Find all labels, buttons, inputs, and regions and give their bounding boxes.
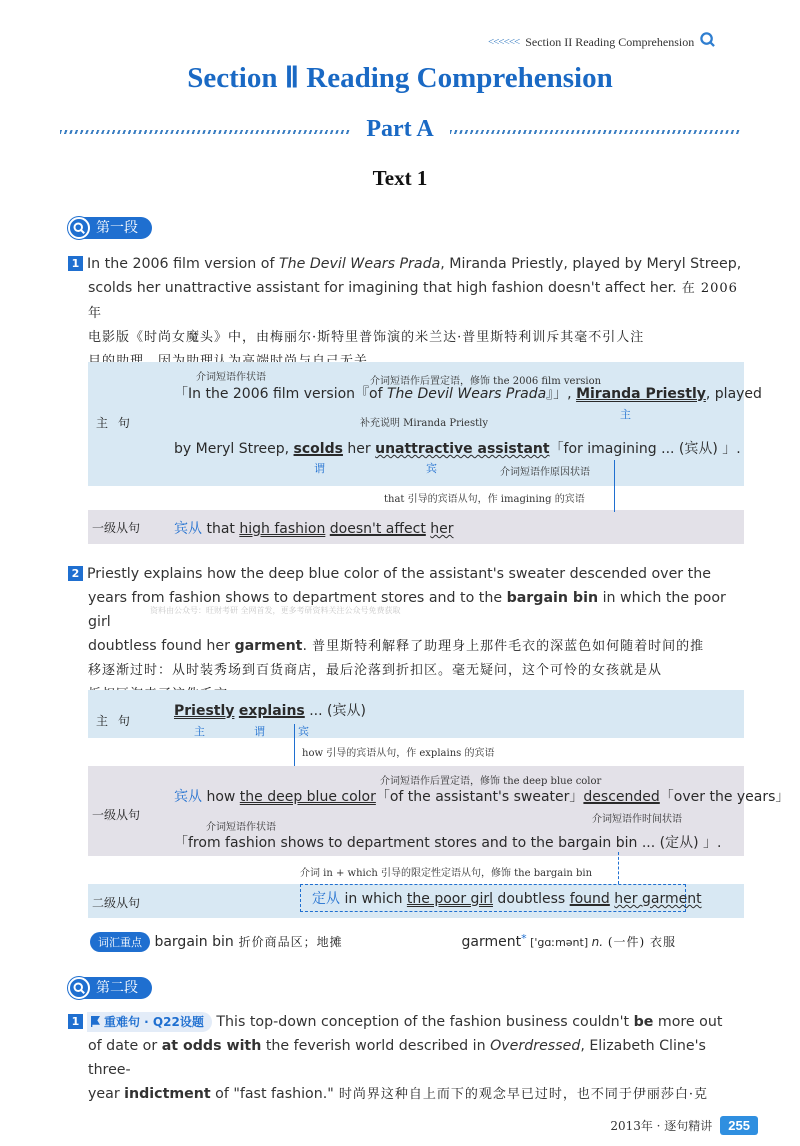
sentence-text: how — [202, 789, 240, 805]
row-label: 主 句 — [96, 416, 133, 430]
paragraph-text: This top-down conception of the fashion business couldn't — [211, 1014, 634, 1030]
search-icon — [68, 977, 90, 999]
subject: Miranda Priestly — [576, 386, 706, 402]
sentence-text: ... (宾从) — [304, 703, 366, 719]
predicate: doesn't affect — [329, 521, 426, 537]
vocab-word: bargain bin — [154, 934, 234, 950]
annotation: how 引导的宾语从句，作 explains 的宾语 — [302, 748, 495, 759]
main-sentence-line-2 — [174, 438, 741, 458]
sentence-text: 「over the years」 — [659, 789, 790, 805]
vocab-definition: 折价商品区；地摊 — [233, 935, 343, 949]
predicate: explains — [238, 703, 305, 719]
segment-label: 第一段 — [82, 217, 152, 239]
vocab-term: at odds with — [161, 1038, 262, 1054]
key-sentence-badge — [87, 1012, 212, 1032]
predicate: scolds — [293, 441, 343, 457]
object: her garment — [614, 891, 702, 907]
translation-text: 移逐渐过时：从时装秀场到百货商店，最后沦落到折扣区。毫无疑问，这个可怜的女孩就是从 — [88, 663, 663, 678]
chevrons-icon: <<<<<< — [488, 36, 520, 48]
paragraph-text: , Miranda Priestly, played by Meryl Streep, — [440, 256, 742, 272]
paragraph-text: scolds her unattractive assistant for imagining that high fashion doesn't affect her. — [88, 280, 677, 296]
paragraph-2 — [68, 562, 748, 707]
object: unattractive assistant — [375, 441, 550, 457]
search-icon — [68, 217, 90, 239]
subject: Priestly — [174, 703, 235, 719]
vocab-word: garment — [461, 934, 522, 950]
segment-heading-1 — [68, 216, 152, 240]
sentence-text: that — [202, 521, 240, 537]
vocab-definition: (一件) 衣服 — [603, 935, 677, 949]
film-title: The Devil Wears Prada — [278, 256, 441, 272]
segment-heading-2 — [68, 976, 152, 1000]
sub-clause-level2-sentence — [312, 888, 702, 908]
paragraph-number: 2 — [68, 566, 83, 581]
row-label: 一级从句 — [92, 521, 141, 535]
sentence-text: 「of the assistant's sweater」 — [375, 789, 584, 805]
paragraph-number: 1 — [68, 1014, 83, 1029]
translation-text: 电影版《时尚女魔头》中，由梅丽尔·斯特里普饰演的米兰达·普里斯特利训斥其毫不引人注 — [88, 330, 645, 345]
vocab-term: be — [633, 1014, 654, 1030]
segment-label: 第二段 — [82, 977, 152, 999]
object: her — [430, 521, 454, 537]
vocab-row — [90, 932, 750, 952]
sentence-text: in which — [340, 891, 407, 907]
subject: the deep blue color — [239, 789, 376, 805]
sentence-text: , played — [705, 386, 762, 402]
annotation: 介词短语作状语 — [206, 822, 276, 833]
main-sentence — [174, 700, 366, 720]
sub-clause-sentence — [174, 518, 454, 538]
text-title: Text 1 — [372, 166, 428, 190]
role-label: 宾 — [426, 462, 437, 475]
clause-tag: 定从 — [312, 891, 340, 907]
row-label: 一级从句 — [92, 808, 141, 822]
translation-text: 在 2006 年 — [88, 281, 738, 321]
paragraph-text: of date or — [88, 1038, 162, 1054]
vocab-phonetic: ['gɑːmənt] — [526, 936, 592, 949]
annotation: 介词短语作后置定语，修饰 the 2006 film version — [370, 376, 602, 387]
row-label: 主 句 — [96, 714, 133, 728]
section-title: Section Ⅱ Reading Comprehension — [187, 62, 613, 94]
paragraph-text: Priestly explains how the deep blue color of the assistant's sweater descended over the — [87, 566, 711, 582]
role-label: 主 — [620, 408, 631, 421]
role-label: 宾 — [298, 725, 309, 738]
clause-tag: 宾从 — [174, 521, 202, 537]
page-number: 255 — [720, 1116, 758, 1135]
watermark: 资料由公众号：旺财考研 全网首发，更多考研资料关注公众号免费获取 — [150, 606, 401, 615]
connector-line — [614, 460, 615, 512]
sentence-text: 「from fashion shows to department stores and to the bargain bin ... (定从) 」. — [174, 835, 722, 851]
paragraph-3 — [68, 1010, 748, 1107]
sentence-analysis-1 — [88, 362, 762, 546]
paragraph-text: years from fashion shows to department stores and to the — [88, 590, 507, 606]
sub-clause-sentence — [174, 786, 789, 806]
paragraph-text: the feverish world described in — [261, 1038, 491, 1054]
annotation: 介词短语作后置定语，修饰 the deep blue color — [380, 776, 602, 787]
main-sentence-line-1 — [174, 383, 762, 403]
connector-line — [294, 724, 295, 766]
predicate: descended — [583, 789, 660, 805]
paragraph-text: of "fast fashion." — [210, 1086, 334, 1102]
paragraph-text: more out — [653, 1014, 723, 1030]
book-title: Overdressed — [490, 1038, 581, 1054]
running-title: Section II Reading Comprehension — [525, 34, 695, 49]
connector-line — [618, 852, 619, 884]
subject: the poor girl — [406, 891, 493, 907]
annotation: 补充说明 Miranda Priestly — [360, 418, 488, 429]
sentence-text: 』」, — [546, 386, 577, 402]
role-label: 谓 — [314, 462, 325, 475]
paragraph-number: 1 — [68, 256, 83, 271]
part-heading — [60, 116, 740, 148]
paragraph-1 — [68, 252, 748, 374]
search-icon — [700, 32, 715, 52]
footer-label: 2013年 · 逐句精讲 — [610, 1119, 713, 1133]
role-label: 谓 — [254, 725, 265, 738]
clause-tag: 宾从 — [174, 789, 202, 805]
sentence-text: her — [342, 441, 376, 457]
predicate: found — [569, 891, 610, 907]
role-label: 主 — [194, 725, 205, 738]
annotation: 介词短语作原因状语 — [500, 467, 590, 478]
star-icon: * — [521, 932, 527, 945]
vocab-pos: n. — [591, 935, 604, 949]
translation-text: 时尚界这种自上而下的观念早已过时，也不同于伊丽莎白·克 — [333, 1087, 709, 1102]
paragraph-text: in which the poor girl — [88, 590, 726, 630]
part-title: Part A — [356, 116, 443, 142]
vocab-term: garment — [234, 638, 303, 654]
sub-clause-sentence-2 — [174, 832, 721, 852]
flag-icon — [91, 1016, 100, 1027]
vocab-term: indictment — [124, 1086, 211, 1102]
row-label: 二级从句 — [92, 896, 141, 910]
annotation: 介词短语作状语 — [196, 372, 266, 383]
vocab-tag: 词汇重点 — [90, 932, 150, 952]
annotation: 介词 in + which 引导的限定性定语从句，修饰 the bargain bin — [300, 868, 593, 879]
paragraph-text: year — [88, 1086, 125, 1102]
sentence-text: doubtless — [492, 891, 570, 907]
running-header — [488, 32, 715, 52]
page-footer — [610, 1116, 758, 1135]
annotation: 介词短语作时间状语 — [592, 814, 682, 825]
sentence-text: 「In the 2006 film version『of — [174, 386, 387, 402]
sentence-text: The Devil Wears Prada — [386, 386, 547, 402]
subject: high fashion — [239, 521, 326, 537]
paragraph-text: In the 2006 film version of — [87, 256, 279, 272]
annotation: that 引导的宾语从句，作 imagining 的宾语 — [384, 494, 585, 505]
sentence-text: 「for imagining ... (宾从) 」. — [549, 441, 741, 457]
paragraph-text: , Elizabeth Cline's three- — [88, 1038, 706, 1078]
vocab-term: bargain bin — [506, 590, 599, 606]
sentence-text: by Meryl Streep, — [174, 441, 294, 457]
paragraph-text: . — [302, 638, 307, 654]
sentence-analysis-2 — [88, 690, 790, 922]
paragraph-text: doubtless found her — [88, 638, 235, 654]
translation-text: 普里斯特利解释了助理身上那件毛衣的深蓝色如何随着时间的推 — [306, 639, 705, 654]
key-sentence-label: 重难句 · Q22设题 — [104, 1015, 204, 1029]
